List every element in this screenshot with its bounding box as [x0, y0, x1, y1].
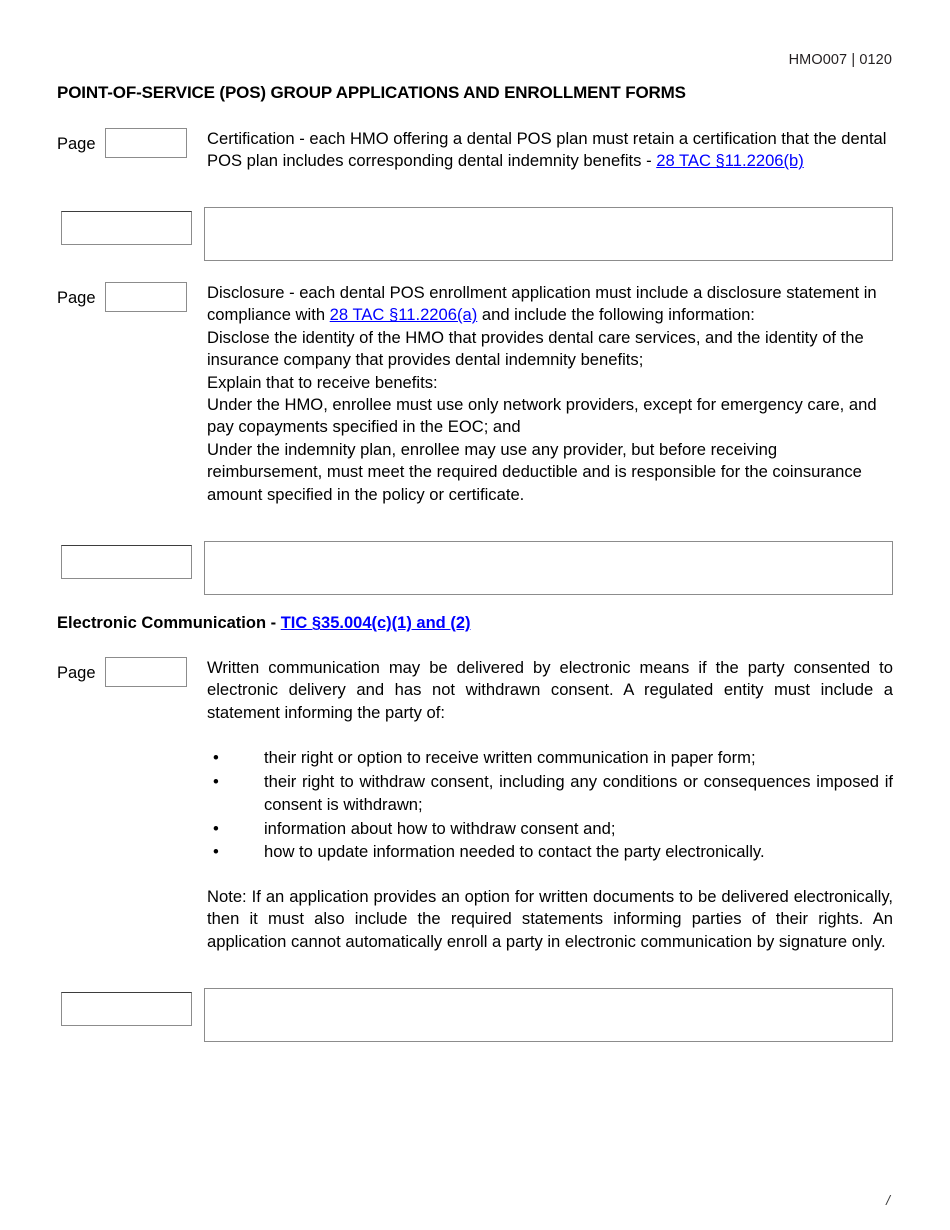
bullet-text-2: their right to withdraw consent, including any conditions or consequences imposed if consent is withdrawn;	[264, 771, 893, 815]
page-label-3: Page	[57, 664, 96, 682]
comment-text-input-3[interactable]	[204, 988, 893, 1042]
comment-text-input-2[interactable]	[204, 541, 893, 595]
disclosure-line-4: Under the indemnity plan, enrollee may use any provider, but before receiving reimbursement, must meet the required deductible and is responsible for the coinsurance amount specified in the policy or certificate.	[207, 439, 862, 504]
page-label: Page	[57, 135, 96, 153]
disclosure-text-intro: Disclosure - each dental POS enrollment application must include a disclosure statement in compliance with	[207, 283, 877, 325]
list-item	[207, 770, 893, 817]
page-number-field-group	[57, 128, 197, 160]
electronic-communication-intro: Written communication may be delivered by electronic means if the party consented to electronic delivery and has not withdrawn consent. A regulated entity must include a statement informing the party of:	[207, 658, 893, 722]
disclosure-citation-link[interactable]: 28 TAC §11.2206(a)	[329, 305, 478, 325]
bullet-text-4: how to update information needed to contact the party electronically.	[264, 842, 765, 862]
electronic-communication-citation-link[interactable]: TIC §35.004(c)(1) and (2)	[280, 614, 471, 632]
comment-code-input-1[interactable]	[61, 211, 192, 245]
page-number-input-2[interactable]	[105, 282, 187, 312]
page-number-field-group-3	[57, 657, 197, 689]
electronic-communication-bullet-list	[207, 746, 893, 864]
comment-row-electronic-communication	[57, 988, 893, 1046]
form-id-header: HMO007 | 0120	[788, 52, 892, 68]
certification-text-body: Certification - each HMO offering a dental POS plan must retain a certification that the dental POS plan includes corresponding dental indemnity benefits -	[207, 129, 887, 171]
comment-row-disclosure	[57, 541, 893, 599]
page-number-input-3[interactable]	[105, 657, 187, 687]
electronic-communication-text	[207, 657, 893, 953]
bullet-marker-icon: •	[213, 748, 219, 768]
page-label-2: Page	[57, 289, 96, 307]
disclosure-line-1: Disclose the identity of the HMO that provides dental care services, and the identity of the insurance company that provides dental indemnity benefits;	[207, 327, 864, 370]
page-number-field-group-2	[57, 282, 197, 314]
page-title: POINT-OF-SERVICE (POS) GROUP APPLICATIONS AND ENROLLMENT FORMS	[57, 83, 686, 102]
bullet-text-1: their right or option to receive written communication in paper form;	[264, 748, 756, 768]
footer-page-mark: /	[886, 1192, 890, 1208]
certification-text	[207, 128, 893, 173]
bullet-marker-icon: •	[213, 842, 219, 862]
disclosure-text-after: and include the following information:	[477, 305, 755, 325]
electronic-communication-heading	[57, 614, 471, 633]
bullet-text-3: information about how to withdraw consent and;	[264, 818, 616, 838]
list-item	[207, 746, 893, 770]
comment-code-input-2[interactable]	[61, 545, 192, 579]
page-number-input-1[interactable]	[105, 128, 187, 158]
disclosure-line-2: Explain that to receive benefits:	[207, 372, 438, 392]
comment-code-input-3[interactable]	[61, 992, 192, 1026]
certification-citation-link[interactable]: 28 TAC §11.2206(b)	[656, 151, 804, 171]
disclosure-text	[207, 282, 893, 506]
comment-row-certification	[57, 207, 893, 265]
disclosure-line-3: Under the HMO, enrollee must use only network providers, except for emergency care, and pay copayments specified in the EOC; and	[207, 395, 877, 437]
list-item	[207, 840, 893, 864]
bullet-marker-icon: •	[213, 818, 219, 838]
electronic-communication-note: Note: If an application provides an option for written documents to be delivered electronically, then it must also include the required statements informing parties of their rights. An application cannot automatically enroll a party in electronic communication by signature only.	[207, 886, 893, 951]
bullet-marker-icon: •	[213, 771, 219, 791]
electronic-communication-heading-text: Electronic Communication -	[57, 614, 281, 632]
comment-text-input-1[interactable]	[204, 207, 893, 261]
list-item	[207, 817, 893, 841]
